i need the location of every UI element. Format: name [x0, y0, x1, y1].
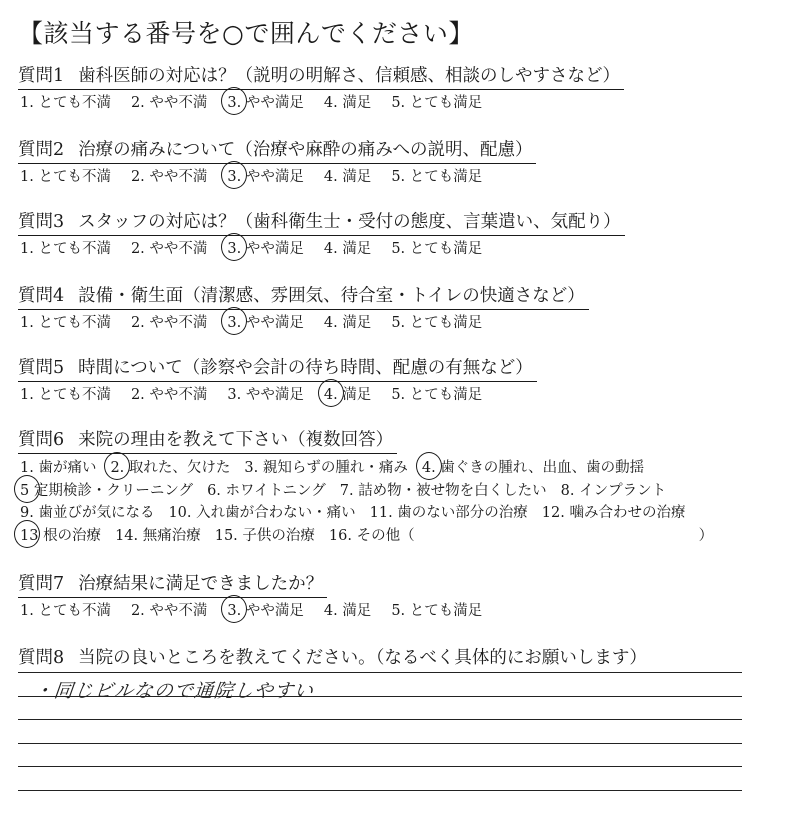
- rating-option[interactable]: [227, 312, 303, 334]
- option-number: 10.: [168, 505, 192, 521]
- question-text: 当院の良いところを教えてください。（なるべく具体的にお願いします）: [78, 648, 647, 668]
- reason-row: [20, 480, 778, 503]
- reason-option[interactable]: [422, 457, 644, 480]
- option-label: やや不満: [149, 95, 208, 111]
- option-label: やや不満: [149, 241, 208, 257]
- option-label: 子供の治療: [242, 527, 315, 544]
- option-label: 歯のない部分の治療: [397, 505, 528, 521]
- option-number: 3.: [227, 387, 242, 403]
- rating-option[interactable]: [131, 384, 207, 406]
- option-label: 入れ歯が合わない・痛い: [196, 505, 356, 521]
- question-text: 治療の痛みについて（治療や麻酔の痛みへの説明、配慮）: [78, 140, 533, 160]
- option-label: 満足: [342, 315, 372, 331]
- question-8-title: [18, 646, 651, 671]
- reason-option[interactable]: [561, 480, 666, 503]
- option-label: 満足: [342, 387, 372, 403]
- rating-option[interactable]: [324, 238, 371, 260]
- reason-option[interactable]: [370, 502, 528, 525]
- option-number: 5.: [391, 603, 406, 619]
- reason-option[interactable]: [329, 525, 415, 548]
- option-number: 3.: [227, 312, 241, 334]
- rating-options: [18, 384, 778, 406]
- rating-option[interactable]: [20, 238, 111, 260]
- option-number: 1.: [20, 169, 34, 185]
- option-label: 満足: [342, 95, 372, 111]
- option-label: とても不満: [38, 241, 111, 257]
- rating-option[interactable]: [20, 600, 111, 622]
- rating-option[interactable]: [20, 312, 111, 334]
- reason-option[interactable]: [542, 502, 686, 525]
- reason-option[interactable]: [20, 525, 101, 548]
- option-number: 6.: [207, 482, 221, 499]
- question-1-title: [18, 64, 624, 90]
- question-1: [18, 64, 778, 114]
- reason-option[interactable]: [110, 457, 230, 480]
- option-label: とても不満: [38, 169, 111, 185]
- option-number: 3.: [227, 238, 241, 260]
- rating-option[interactable]: [324, 600, 371, 622]
- question-3: [18, 210, 778, 260]
- question-6-title: [18, 428, 397, 454]
- option-number: 2.: [130, 241, 145, 257]
- question-2-title: [18, 138, 536, 164]
- question-7-title: [18, 572, 327, 598]
- close-paren: ）: [698, 527, 714, 544]
- reason-row: [20, 502, 778, 525]
- answer-line: [18, 743, 742, 744]
- rating-option[interactable]: [131, 600, 207, 622]
- option-label: やや満足: [245, 241, 304, 257]
- option-number: 8.: [560, 482, 575, 499]
- rating-option[interactable]: [131, 92, 207, 114]
- option-number: 5.: [391, 95, 406, 111]
- option-label: 詰め物・被せ物を白くしたい: [358, 482, 547, 499]
- option-label: インプラント: [579, 482, 667, 499]
- rating-option[interactable]: [131, 166, 207, 188]
- form-heading: 【該当する番号を○で囲んでください】: [18, 19, 474, 48]
- rating-option[interactable]: [324, 166, 371, 188]
- option-label: とても満足: [409, 603, 483, 619]
- rating-option[interactable]: [324, 312, 371, 334]
- reason-option[interactable]: [244, 457, 407, 480]
- rating-option[interactable]: [131, 312, 207, 334]
- question-2: [18, 138, 778, 188]
- option-label: やや不満: [149, 169, 208, 185]
- reason-option[interactable]: [20, 480, 193, 503]
- option-label: ホワイトニング: [225, 482, 326, 499]
- answer-line: [18, 790, 742, 791]
- answer-line: [18, 766, 742, 767]
- option-number: 14.: [115, 527, 139, 544]
- option-number: 3.: [227, 92, 241, 114]
- rating-option[interactable]: [227, 384, 303, 406]
- option-number: 2.: [130, 95, 145, 111]
- handwritten-answer: ・同じビルなので通院しやすい: [32, 680, 316, 702]
- question-7: [18, 572, 778, 622]
- option-number: 3.: [227, 600, 241, 622]
- option-number: 4.: [422, 457, 436, 480]
- option-number: 9.: [20, 505, 34, 521]
- option-label: やや満足: [245, 603, 304, 619]
- option-label: 噛み合わせの治療: [569, 505, 686, 521]
- option-label: とても満足: [409, 241, 483, 257]
- reason-option[interactable]: [340, 480, 547, 503]
- rating-option[interactable]: [391, 600, 482, 622]
- question-number: 質問4: [18, 286, 65, 306]
- option-label: 親知らずの腫れ・痛み: [262, 460, 408, 476]
- option-number: 2.: [130, 387, 145, 403]
- question-text: 時間について（診察や会計の待ち時間、配慮の有無など）: [78, 358, 533, 378]
- question-number: 質問5: [18, 358, 65, 378]
- rating-option[interactable]: [227, 238, 303, 260]
- reason-option[interactable]: [115, 525, 201, 548]
- rating-option[interactable]: [324, 384, 371, 406]
- rating-options: [18, 92, 778, 114]
- option-number: 5: [20, 480, 29, 503]
- reason-row: [20, 457, 778, 480]
- option-label: とても満足: [409, 169, 483, 185]
- question-number: 質問1: [18, 66, 65, 86]
- option-number: 2.: [130, 169, 145, 185]
- question-6: [18, 428, 778, 547]
- question-8: [18, 646, 778, 671]
- question-text: 治療結果に満足できましたか？: [78, 574, 324, 594]
- reason-option[interactable]: [207, 480, 326, 503]
- option-number: 16.: [328, 527, 352, 544]
- option-number: 4.: [323, 241, 338, 257]
- option-number: 4.: [323, 169, 338, 185]
- option-number: 5.: [391, 241, 406, 257]
- question-text: 設備・衛生面（清潔感、雰囲気、待合室・トイレの快適さなど）: [78, 286, 585, 306]
- question-4: [18, 284, 778, 334]
- rating-options: [18, 312, 778, 334]
- option-number: 1.: [20, 315, 34, 331]
- question-5-title: [18, 356, 537, 382]
- rating-option[interactable]: [391, 238, 482, 260]
- option-number: 1.: [20, 603, 34, 619]
- question-number: 質問6: [18, 430, 65, 450]
- option-label: 歯並びが気になる: [38, 505, 155, 521]
- question-4-title: [18, 284, 589, 310]
- option-number: 7.: [339, 482, 354, 499]
- rating-option[interactable]: [227, 600, 303, 622]
- option-number: 5.: [391, 315, 406, 331]
- option-number: 5.: [391, 169, 406, 185]
- option-number: 11.: [369, 505, 393, 521]
- option-number: 12.: [541, 505, 565, 521]
- rating-options: [18, 166, 778, 188]
- option-label: とても不満: [38, 315, 111, 331]
- question-number: 質問3: [18, 212, 65, 232]
- rating-option[interactable]: [324, 92, 371, 114]
- option-number: 1.: [20, 241, 34, 257]
- option-label: やや不満: [149, 603, 208, 619]
- option-number: 5.: [391, 387, 406, 403]
- option-number: 4.: [323, 95, 338, 111]
- option-label: とても不満: [38, 387, 111, 403]
- rating-option[interactable]: [227, 92, 303, 114]
- answer-line: [18, 672, 742, 673]
- rating-option[interactable]: [391, 312, 482, 334]
- question-text: 歯科医師の対応は？（説明の明解さ、信頼感、相談のしやすさなど）: [78, 66, 620, 86]
- rating-option[interactable]: [391, 166, 482, 188]
- answer-line: [18, 719, 742, 720]
- reason-option[interactable]: [20, 502, 154, 525]
- rating-option[interactable]: [20, 166, 111, 188]
- reason-row: [20, 525, 778, 548]
- option-number: 1.: [20, 387, 34, 403]
- question-number: 質問7: [18, 574, 65, 594]
- reason-option[interactable]: [168, 502, 355, 525]
- option-label: とても満足: [409, 387, 483, 403]
- option-number: 2.: [130, 315, 145, 331]
- rating-option[interactable]: [391, 92, 482, 114]
- rating-option[interactable]: [227, 166, 303, 188]
- question-6-options: [18, 457, 778, 547]
- option-number: 2.: [110, 457, 124, 480]
- option-number: 1.: [20, 460, 34, 476]
- option-label: 歯が痛い: [38, 460, 97, 476]
- option-label: 取れた、欠けた: [128, 460, 231, 476]
- option-label: やや不満: [149, 315, 208, 331]
- option-number: 3.: [227, 166, 241, 188]
- option-label: 満足: [342, 603, 372, 619]
- option-number: 2.: [130, 603, 145, 619]
- rating-option[interactable]: [20, 92, 111, 114]
- option-label: 無痛治療: [142, 527, 201, 544]
- option-label: とても不満: [38, 603, 111, 619]
- reason-option[interactable]: [215, 525, 315, 548]
- option-label: 満足: [342, 241, 372, 257]
- option-number: 15.: [214, 527, 238, 544]
- option-number: 4.: [324, 384, 338, 406]
- option-label: やや不満: [149, 387, 208, 403]
- question-text: 来院の理由を教えて下さい（複数回答）: [78, 430, 394, 450]
- option-number: 4.: [323, 315, 338, 331]
- option-label: とても満足: [409, 315, 483, 331]
- rating-option[interactable]: [391, 384, 482, 406]
- question-7-options: [18, 600, 778, 622]
- option-label: 定期検診・クリーニング: [33, 482, 194, 499]
- option-label: やや満足: [245, 169, 304, 185]
- question-number: 質問2: [18, 140, 65, 160]
- option-number: 1.: [20, 95, 34, 111]
- rating-option[interactable]: [131, 238, 207, 260]
- rating-option[interactable]: [20, 384, 111, 406]
- option-label: やや満足: [245, 95, 304, 111]
- option-number: 3.: [244, 460, 259, 476]
- rating-options: [18, 238, 778, 260]
- option-label: 満足: [342, 169, 372, 185]
- option-number: 13: [20, 525, 38, 548]
- question-5: [18, 356, 778, 406]
- option-label: やや満足: [245, 315, 304, 331]
- option-label: とても不満: [38, 95, 111, 111]
- option-label: 歯ぐきの腫れ、出血、歯の動揺: [440, 460, 645, 476]
- option-label: 根の治療: [43, 527, 102, 544]
- option-label: その他（: [356, 527, 415, 544]
- option-number: 4.: [323, 603, 338, 619]
- question-number: 質問8: [18, 648, 65, 668]
- option-label: やや満足: [245, 387, 304, 403]
- question-3-title: [18, 210, 625, 236]
- option-label: とても満足: [409, 95, 483, 111]
- question-text: スタッフの対応は？（歯科衛生士・受付の態度、言葉遣い、気配り）: [78, 212, 621, 232]
